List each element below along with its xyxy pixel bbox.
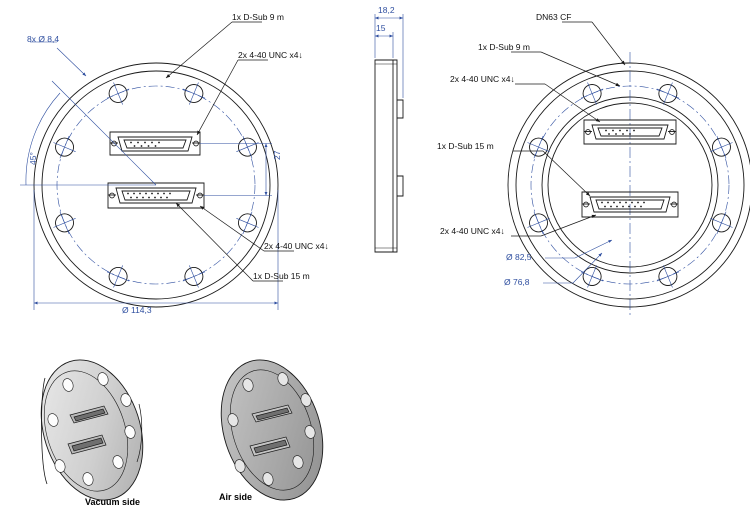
iso-air-group [204,347,340,514]
dsub15-connector-front [108,183,204,208]
label-bolt-holes: 8x Ø 8,4 [27,34,60,44]
label-unc-top-back [450,74,515,84]
dsub9-connector-front [110,132,200,155]
unc-top-front-text: 2x 4-40 UNC x4 [238,50,299,60]
label-unc-top-front [238,50,303,60]
label-dsub15-back: 1x D-Sub 15 m [437,141,494,151]
label-angle-45: 45° [28,152,38,165]
label-dsub9-back: 1x D-Sub 9 m [478,42,530,52]
label-dim-27: 27 [272,150,282,160]
depth-icon: ↓ [324,241,329,251]
depth-icon: ↓ [510,74,515,84]
label-unc-bottom-front [264,241,329,251]
caption-air-side: Air side [219,492,253,502]
label-thickness-body: 15 [376,23,386,33]
back-view-group [508,52,750,318]
iso-vacuum-group [24,347,160,514]
label-inner-circle-768: Ø 76,8 [504,277,530,287]
label-bolt-circle-825: Ø 82,5 [506,252,532,262]
label-thickness-total: 18,2 [378,5,395,15]
side-view-group [375,60,403,252]
label-flange-dn63: DN63 CF [536,12,572,22]
label-dsub15-front: 1x D-Sub 15 m [253,271,310,281]
label-dsub9-front: 1x D-Sub 9 m [232,12,284,22]
back-view-leaders [511,22,625,236]
label-unc-bottom-back [440,226,505,236]
unc-bottom-front-text: 2x 4-40 UNC x4 [264,241,325,251]
depth-icon: ↓ [298,50,303,60]
unc-top-back-text: 2x 4-40 UNC x4 [450,74,511,84]
unc-bottom-back-text: 2x 4-40 UNC x4 [440,226,501,236]
depth-icon: ↓ [500,226,505,236]
label-diameter-114: Ø 114,3 [122,305,152,315]
front-view-dimensions [20,42,278,310]
caption-vacuum-side: Vacuum side [85,497,141,507]
